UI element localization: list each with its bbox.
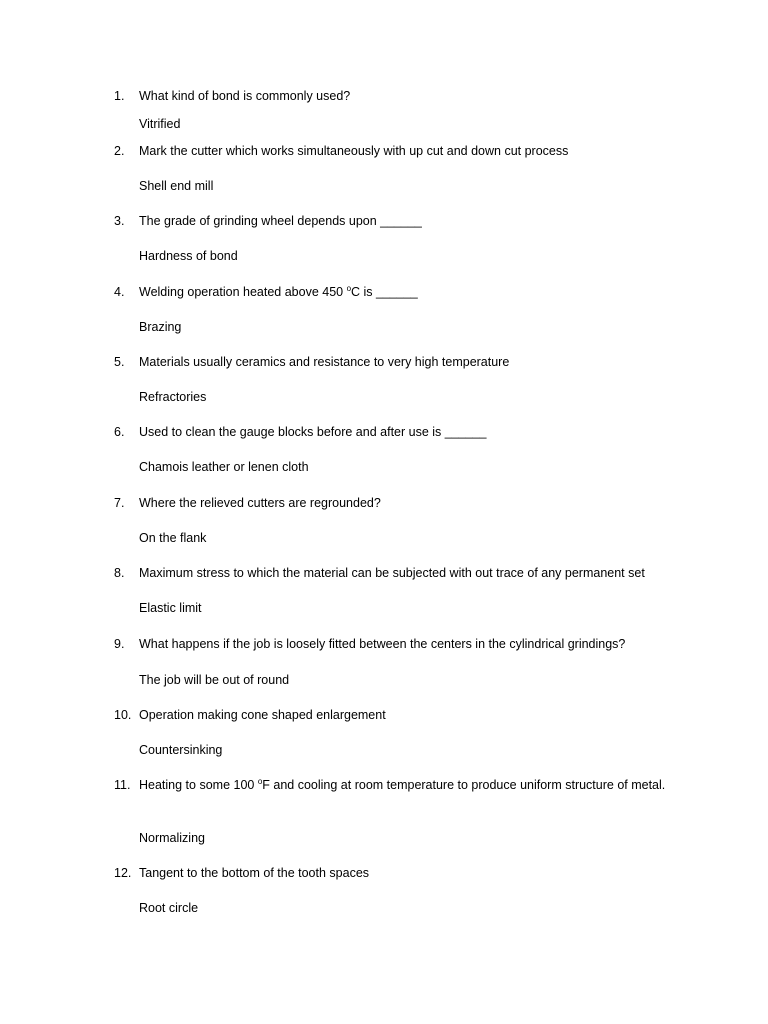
question-text: Operation making cone shaped enlargement	[139, 708, 386, 722]
answer-text: The job will be out of round	[139, 673, 290, 687]
question-number: 1.	[114, 89, 125, 103]
answer-text: Elastic limit	[139, 601, 202, 615]
answer-text: Chamois leather or lenen cloth	[139, 460, 309, 474]
question-number: 2.	[114, 144, 125, 158]
question-text	[139, 777, 674, 793]
question-number: 6.	[114, 425, 125, 439]
question-text: Where the relieved cutters are regrounded?	[139, 496, 381, 510]
answer-text: Shell end mill	[139, 179, 214, 193]
question-number: 12.	[114, 866, 132, 880]
question-text: The grade of grinding wheel depends upon ______	[139, 214, 422, 228]
question-text: Mark the cutter which works simultaneously with up cut and down cut process	[139, 144, 569, 158]
question-number: 4.	[114, 285, 125, 299]
answer-text: Normalizing	[139, 831, 205, 845]
question-text-part: Heating to some 100	[139, 778, 258, 792]
question-text: Maximum stress to which the material can be subjected with out trace of any permanent set	[139, 566, 645, 580]
question-text-part: C is ______	[351, 285, 418, 299]
question-number: 3.	[114, 214, 125, 228]
answer-text: Hardness of bond	[139, 249, 238, 263]
question-text-part: Welding operation heated above 450	[139, 285, 347, 299]
question-number: 10.	[114, 708, 132, 722]
question-text	[139, 284, 674, 300]
question-text: What kind of bond is commonly used?	[139, 89, 351, 103]
degree-superscript: o	[257, 776, 263, 786]
answer-text: Vitrified	[139, 117, 181, 131]
question-text: Tangent to the bottom of the tooth spaces	[139, 866, 370, 880]
question-number: 9.	[114, 637, 125, 651]
question-text: Used to clean the gauge blocks before and after use is ______	[139, 425, 487, 439]
question-number: 5.	[114, 355, 125, 369]
question-text: What happens if the job is loosely fitted between the centers in the cylindrical grindings?	[139, 637, 626, 651]
question-number: 7.	[114, 496, 125, 510]
answer-text: On the flank	[139, 531, 207, 545]
question-number: 11.	[114, 778, 131, 792]
answer-text: Root circle	[139, 901, 199, 915]
question-text-part: F and cooling at room temperature to produce uniform structure of metal.	[262, 778, 666, 792]
question-number: 8.	[114, 566, 125, 580]
degree-superscript: o	[346, 283, 352, 293]
answer-text: Brazing	[139, 320, 182, 334]
question-text: Materials usually ceramics and resistance to very high temperature	[139, 355, 510, 369]
answer-text: Refractories	[139, 390, 207, 404]
answer-text: Countersinking	[139, 743, 223, 757]
